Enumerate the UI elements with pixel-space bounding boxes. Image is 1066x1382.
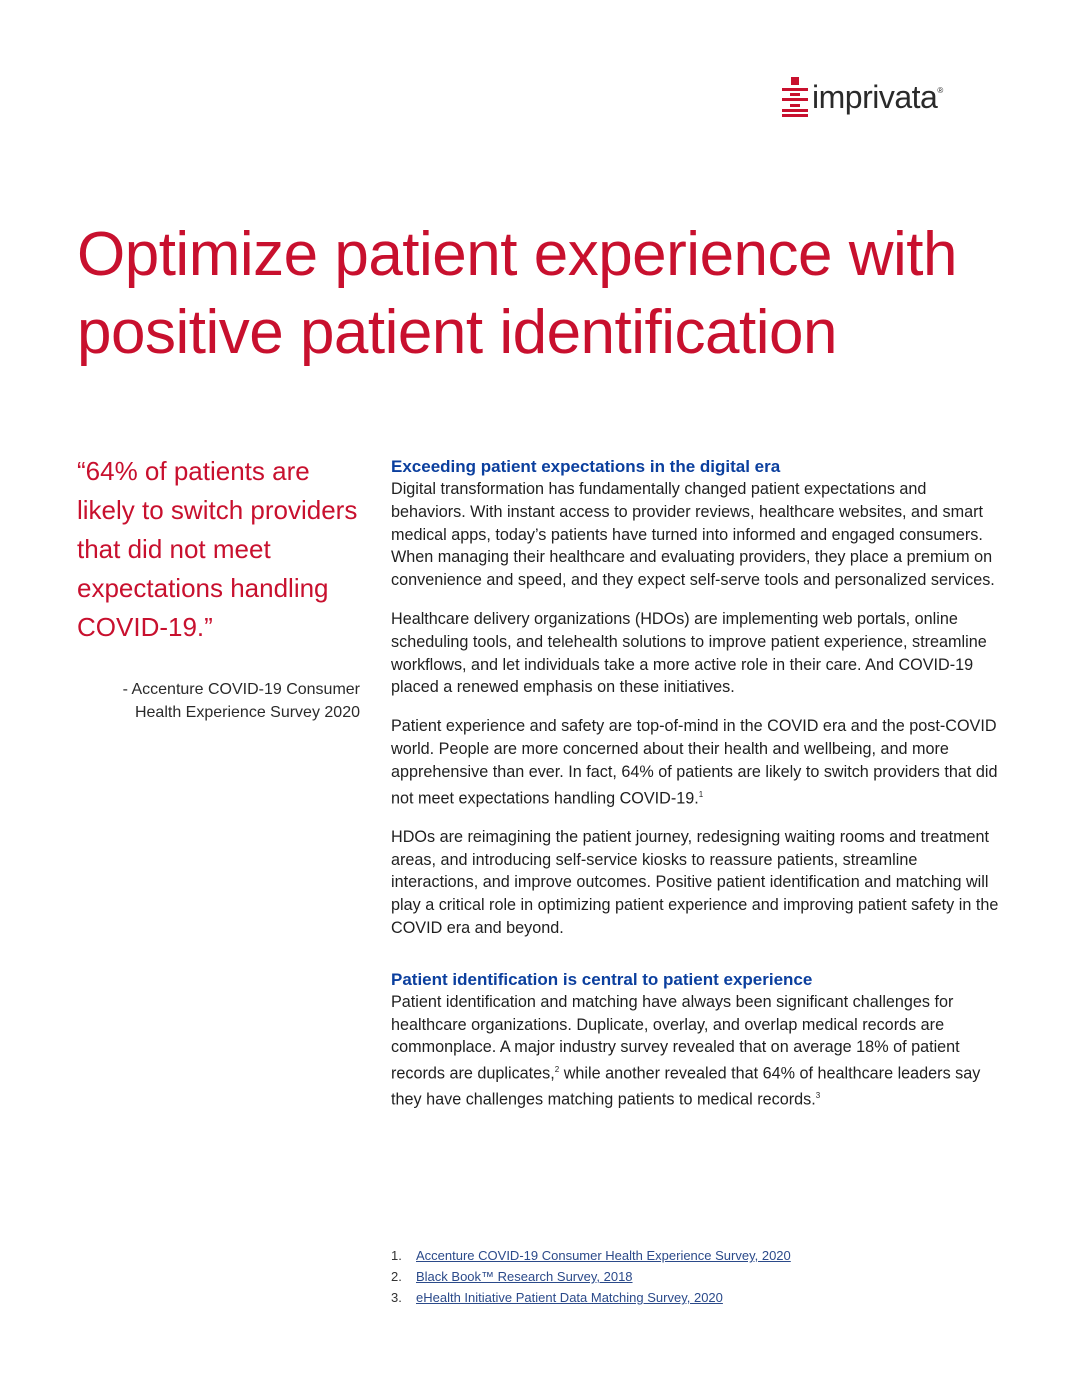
section-heading: Patient identification is central to patient experience <box>391 969 813 989</box>
footnote-number: 2. <box>391 1269 402 1284</box>
footnote-link[interactable]: eHealth Initiative Patient Data Matching Survey, 2020 <box>416 1290 723 1305</box>
page-title: Optimize patient experience with positive patient identification <box>77 220 958 367</box>
pullquote: “64% of patients are likely to switch providers that did not meet expectations handling COVID-19.” <box>77 456 358 642</box>
footnote-link[interactable]: Black Book™ Research Survey, 2018 <box>416 1269 633 1284</box>
imprivata-logo-icon <box>782 77 808 117</box>
footnote-item <box>391 1287 1031 1308</box>
footnotes-list <box>391 1245 1031 1308</box>
paragraph: Healthcare delivery organizations (HDOs) are implementing web portals, online scheduling tools, and telehealth solutions to improve patient experience, streamline workflows, and let individuals take a more active role in their care. And COVID-19 placed a renewed emphasis on these initiatives. <box>391 609 987 697</box>
attribution-line: Health Experience Survey 2020 <box>134 704 360 721</box>
pullquote-attribution <box>77 678 360 724</box>
brand-name: imprivata® <box>812 79 943 115</box>
footnote-number: 3. <box>391 1290 402 1305</box>
paragraph: Digital transformation has fundamentally changed patient expectations and behaviors. With instant access to provider reviews, healthcare websites, and smart medical apps, today’s patients have turned into informed and engaged consumers. When managing their healthcare and evaluating providers, they place a premium on convenience and speed, and they expect self-serve tools and personalized services. <box>391 480 995 590</box>
footnote-link[interactable]: Accenture COVID-19 Consumer Health Experience Survey, 2020 <box>416 1248 791 1263</box>
attribution-line: - Accenture COVID-19 Consumer <box>122 681 360 698</box>
footnote-item <box>391 1245 1031 1266</box>
footnote-item <box>391 1266 1031 1287</box>
paragraph: Patient experience and safety are top-of-mind in the COVID era and the post-COVID world. People are more concerned about their health and wellbeing, and more apprehensive than ever. In fact, 64% of patients are likely to switch providers that did not meet expectations handling COVID-19.$^1$ <box>391 717 998 807</box>
paragraph: Patient identification and matching have always been significant challenges for healthcare organizations. Duplicate, overlay, and overlap medical records are commonplace. A major industry survey revealed that on average 18% of patient records are duplicates,$^2$ while another revealed that 64% of healthcare leaders say they have challenges matching patients to medical records.$^3$ <box>391 992 981 1109</box>
footnote-ref[interactable]: 1 <box>698 789 704 799</box>
footnote-number: 1. <box>391 1248 402 1263</box>
section-heading: Exceeding patient expectations in the digital era <box>391 457 781 476</box>
paragraph: HDOs are reimagining the patient journey, redesigning waiting rooms and treatment areas, and introducing self-service kiosks to reassure patients, streamline interactions, and improve outcomes. Positive patient identification and matching will play a critical role in optimizing patient experience and improving patient safety in the COVID era and beyond. <box>391 827 999 937</box>
main-content <box>391 455 1001 1128</box>
footnote-ref[interactable]: 3 <box>815 1091 821 1101</box>
footnote-ref[interactable]: 2 <box>554 1065 560 1075</box>
imprivata-logo <box>782 74 943 120</box>
